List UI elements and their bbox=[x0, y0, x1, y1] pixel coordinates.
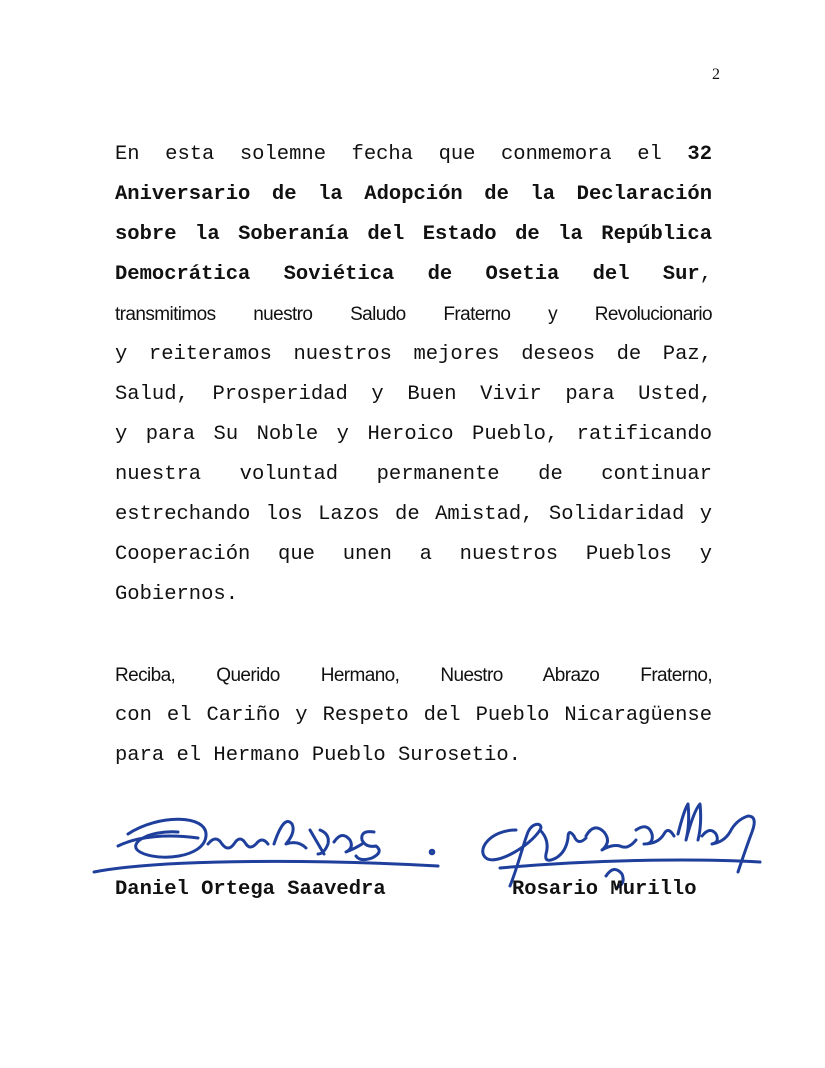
page-number: 2 bbox=[712, 66, 720, 83]
paragraph-line: Gobiernos. bbox=[115, 583, 239, 606]
paragraph-line: y reiteramos nuestros mejores deseos de Paz, bbox=[115, 343, 712, 366]
ortega-signature bbox=[88, 800, 448, 890]
paragraph-line: transmitimos nuestro Saludo Fraterno y Revolucionario bbox=[115, 304, 712, 325]
murillo-signer-name: Rosario Murillo bbox=[512, 878, 697, 901]
ortega-signer-name: Daniel Ortega Saavedra bbox=[115, 878, 386, 901]
paragraph-line: para el Hermano Pueblo Surosetio. bbox=[115, 744, 521, 767]
paragraph-line: Reciba, Querido Hermano, Nuestro Abrazo Fraterno, bbox=[115, 665, 712, 686]
paragraph-line: con el Cariño y Respeto del Pueblo Nicaragüense bbox=[115, 704, 712, 727]
line-bold-text: Democrática Soviética de Osetia del Sur bbox=[115, 263, 700, 286]
paragraph-line: y para Su Noble y Heroico Pueblo, ratificando bbox=[115, 423, 712, 446]
paragraph-line: estrechando los Lazos de Amistad, Solidaridad y bbox=[115, 503, 712, 526]
line-text: En esta solemne fecha que conmemora el bbox=[115, 143, 688, 166]
letter-paragraph-1 bbox=[115, 135, 712, 615]
paragraph-line: Salud, Prosperidad y Buen Vivir para Usted, bbox=[115, 383, 712, 406]
line-bold-text: 32 bbox=[687, 143, 712, 166]
paragraph-line: nuestra voluntad permanente de continuar bbox=[115, 463, 712, 486]
paragraph-line bbox=[115, 255, 712, 295]
letter-paragraph-2 bbox=[115, 656, 712, 776]
line-bold-text: sobre la Soberanía del Estado de la República bbox=[115, 223, 712, 246]
paragraph-line: Cooperación que unen a nuestros Pueblos y bbox=[115, 543, 712, 566]
paragraph-line bbox=[115, 215, 712, 255]
paragraph-line bbox=[115, 135, 712, 175]
paragraph-line bbox=[115, 175, 712, 215]
line-bold-text: Aniversario de la Adopción de la Declaración bbox=[115, 183, 712, 206]
line-text: , bbox=[699, 263, 712, 286]
